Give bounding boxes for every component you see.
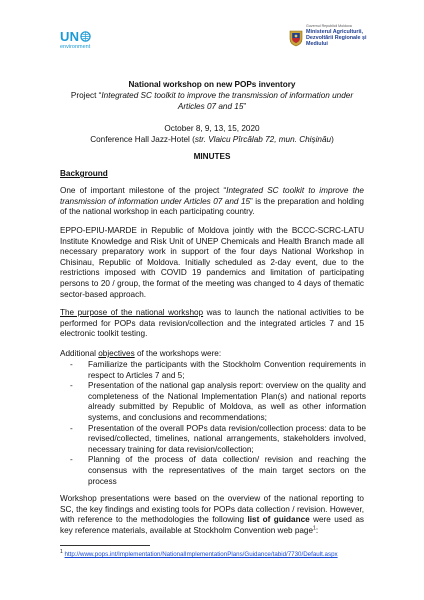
ministry-name-line-1: Ministerul Agriculturii,: [306, 29, 364, 35]
footnote-divider: [60, 545, 150, 546]
list-of-guidance-label: list of guidance: [247, 515, 310, 525]
objectives-list: [70, 360, 366, 487]
bullet-dash: -: [70, 381, 73, 391]
un-logo-text: UN: [60, 29, 80, 44]
list-item: - Planning of the process of data collection/ revision and reaching the consensus with the representatives of the main target sectors on the process: [70, 455, 366, 486]
project-name: Integrated SC toolkit to improve the transmission of information under Articles 07 and 15: [101, 91, 354, 111]
ministry-name-line-3: Mediului: [306, 41, 328, 48]
footnote-ref: 1: [313, 525, 316, 532]
un-environment-logo: [60, 30, 104, 54]
purpose-label: The purpose of the national workshop: [60, 308, 204, 317]
workshop-venue: Conference Hall Jazz-Hotel (str. Vlaicu Pîrcălab 72, mun. Chișinău): [90, 135, 334, 144]
paragraph-purpose: The purpose of the national workshop was to launch the national activities to be performed for POPs data revision/collection and the integrated articles 7 and 15 electronic toolkit testing.: [60, 308, 364, 339]
ministry-logo: [289, 24, 379, 66]
list-item: - Familiarize the participants with the Stockholm Convention requirements in respect to Articles 7 and 5;: [70, 360, 366, 380]
document-title: National workshop on new POPs inventory: [128, 80, 296, 89]
ministry-government-label: Guvernul Republicii Moldova: [306, 24, 352, 28]
bullet-dash: -: [70, 455, 73, 465]
paragraph-preparatory-work: EPPO-EPIU-MARDE in Republic of Moldova jointly with the BCCC-SCRC-LATU Institute Knowledge and Risk Unit of UNEP Chemicals and Health Branch made all necessary preparatory work in support of the four days National Workshop in Chisinau, Republic of Moldova. Initially scheduled as 2-day event, due to the restrictions imposed with COVID 19 pandemics and limitation of participating persons to 20 / group, the format of the meeting was changed to 4 days of thematic sector-based approach.: [60, 226, 364, 299]
paragraph-objectives-intro: Additional objectives of the workshops were:: [60, 349, 222, 358]
background-heading: Background: [60, 169, 108, 178]
workshop-dates: October 8, 9, 13, 15, 2020: [164, 124, 260, 133]
bullet-dash: -: [70, 360, 73, 369]
paragraph-milestone: One of important milestone of the project “Integrated SC toolkit to improve the transmission of information under Articles 07 and 15” is the preparation and holding of the national workshop in each participating country.: [60, 186, 364, 217]
list-item: - Presentation of the overall POPs data revision/collection process: data to be revised/collected, timelines, national arrangements, stakeholders involved, necessary training for data revision/collection;: [70, 423, 366, 454]
un-logo-subtitle: environment: [60, 44, 91, 50]
ministry-name-line-2: Dezvoltării Regionale și: [306, 35, 367, 42]
objectives-label: objectives: [98, 349, 135, 358]
minutes-heading: MINUTES: [193, 152, 231, 161]
venue-address: str. Vlaicu Pîrcălab 72, mun. Chișinău: [194, 135, 332, 144]
paragraph-presentations: Workshop presentations were based on the overview of the national reporting to SC, the key findings and existing tools for POPs data collection / revision. However, with reference to the methodologies the following list of guidance were used as key reference materials, available at Stockholm Convention web page$^1$:: [60, 494, 364, 535]
project-line: Project “Integrated SC toolkit to improve the transmission of information under Articles 07 and 15”: [70, 91, 354, 111]
un-globe-icon: [80, 31, 91, 42]
footnote: [60, 548, 338, 559]
footnote-number: 1: [60, 548, 63, 555]
list-item: - Presentation of the national gap analysis report: overview on the quality and completeness of the National Implementation Plan(s) and national reports already submitted by Republic of Moldova, as well as other information systems, and conclusions and recommendations;: [70, 381, 366, 422]
moldova-crest-icon: [289, 29, 303, 47]
bullet-dash: -: [70, 423, 73, 433]
footnote-link[interactable]: http://www.pops.int/Implementation/NationalImplementationPlans/Guidance/tabid/7730/Default.aspx: [64, 551, 338, 558]
